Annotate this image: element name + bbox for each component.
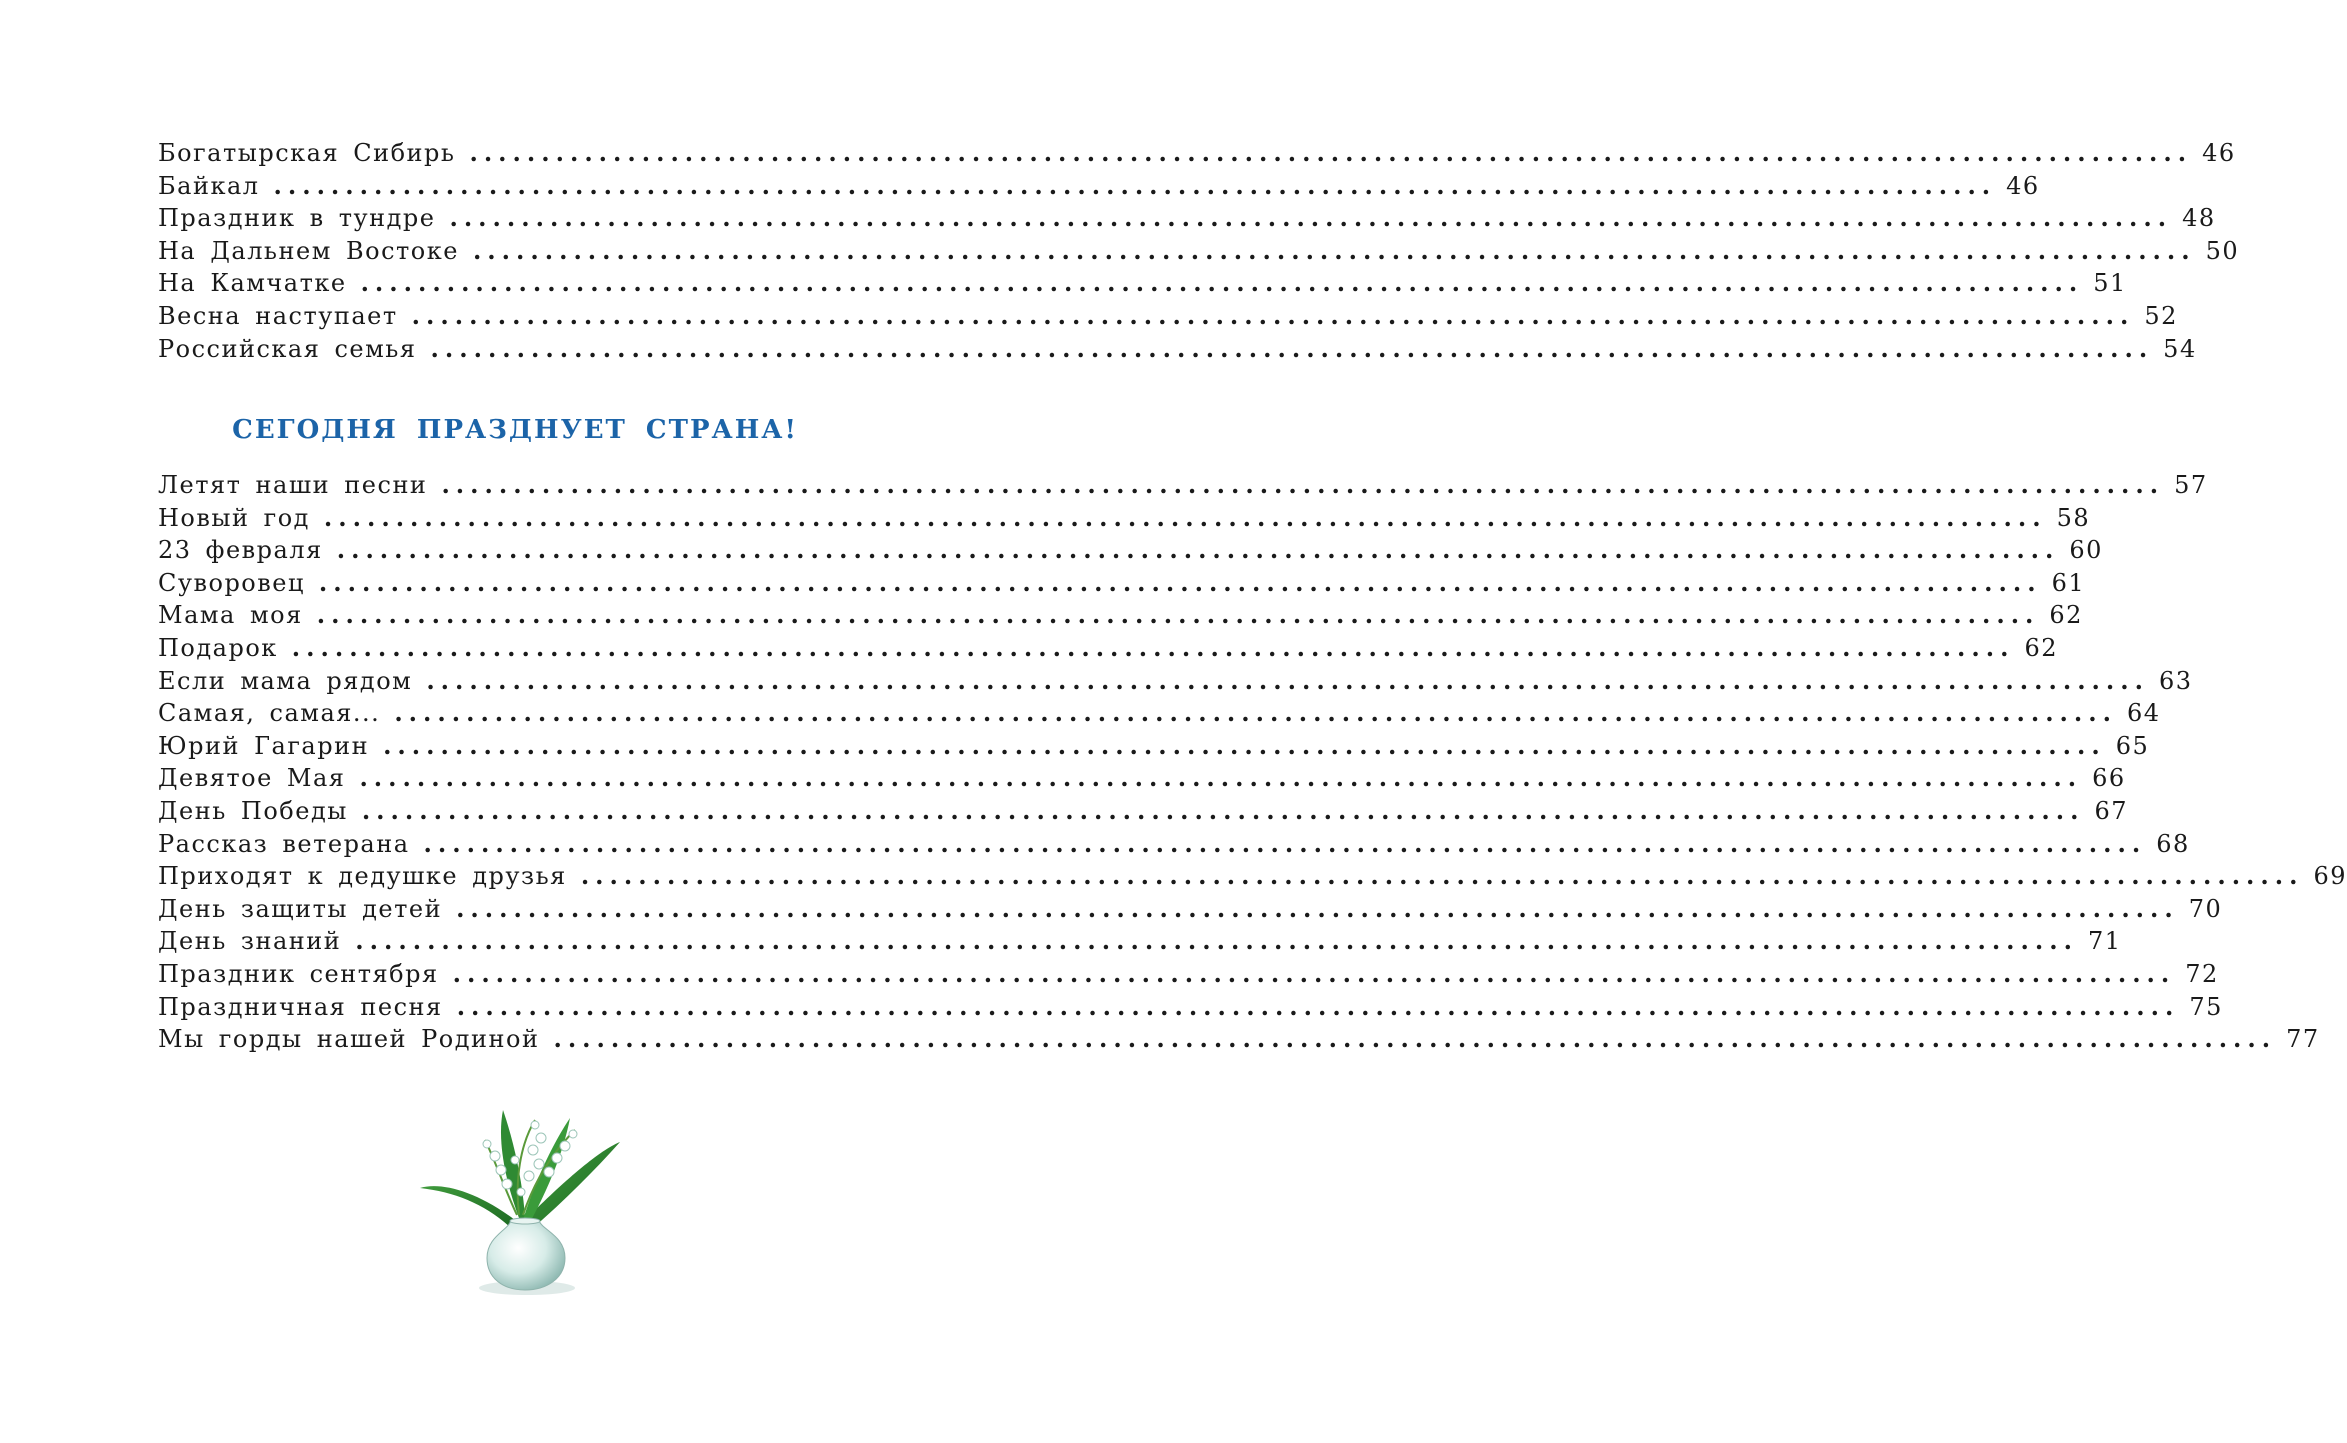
toc-list-part-1 xyxy=(158,138,2240,366)
toc-entry-title: Мама моя xyxy=(158,601,303,630)
toc-entry-page-number: 75 xyxy=(2189,992,2223,1021)
toc-entry xyxy=(158,600,2083,633)
toc-entry-title: День знаний xyxy=(158,927,342,956)
toc-entry-title: Самая, самая... xyxy=(158,699,381,728)
toc-entry xyxy=(158,698,2161,731)
toc-dot-leader: ........................................................................................................................ xyxy=(411,300,2135,330)
toc-entry-title: День Победы xyxy=(158,796,348,825)
toc-entry xyxy=(158,763,2126,796)
toc-entry xyxy=(158,1024,2320,1057)
toc-entry-title: День защиты детей xyxy=(158,894,443,923)
toc-entry-title: Если мама рядом xyxy=(158,666,413,695)
toc-entry-page-number: 69 xyxy=(2313,862,2347,891)
toc-entry-title: Праздничная песня xyxy=(158,992,443,1021)
toc-entry-page-number: 46 xyxy=(2006,171,2040,200)
toc-entry-title: Суворовец xyxy=(158,568,305,597)
toc-entry-title: Новый год xyxy=(158,503,310,532)
toc-entry-title: Рассказ ветерана xyxy=(158,829,410,858)
toc-entry-page-number: 58 xyxy=(2056,503,2091,532)
toc-entry-title: Богатырская Сибирь xyxy=(158,139,456,167)
toc-entry-title: Мы горды нашей Родиной xyxy=(158,1025,540,1054)
toc-entry xyxy=(158,502,2091,536)
toc-dot-leader: ........................................................................................................................ xyxy=(273,170,1997,200)
toc-entry xyxy=(158,632,2058,666)
toc-entry xyxy=(158,170,2040,204)
toc-entry-page-number: 57 xyxy=(2174,471,2208,499)
toc-entry-page-number: 50 xyxy=(2205,236,2240,265)
toc-entry-page-number: 77 xyxy=(2286,1025,2320,1054)
toc-entry-page-number: 63 xyxy=(2158,666,2193,695)
toc-entry-page-number: 66 xyxy=(2092,764,2126,793)
toc-entry-title: 23 февраля xyxy=(158,536,323,565)
toc-dot-leader: ........................................................................................................................ xyxy=(394,698,2117,728)
toc-entry-title: Летят наши песни xyxy=(158,471,428,499)
toc-entry-page-number: 71 xyxy=(2087,927,2122,956)
toc-entry-title: Юрий Гагарин xyxy=(158,731,370,760)
toc-entry xyxy=(158,795,2129,829)
toc-entry xyxy=(158,665,2193,699)
toc-dot-leader: ........................................................................................................................ xyxy=(430,333,2154,363)
toc-dot-leader: ........................................................................................................................ xyxy=(456,991,2180,1021)
toc-entry-title: На Дальнем Востоке xyxy=(158,236,459,265)
toc-entry-page-number: 46 xyxy=(2202,139,2236,167)
toc-dot-leader: ........................................................................................................................ xyxy=(336,535,2060,565)
toc-dot-leader: ........................................................................................................................ xyxy=(359,763,2083,793)
toc-entry xyxy=(158,958,2219,992)
toc-entry-title: Приходят к дедушке друзья xyxy=(158,862,567,891)
toc-entry xyxy=(158,138,2236,171)
toc-entry-page-number: 65 xyxy=(2115,731,2150,760)
toc-dot-leader: ........................................................................................................................ xyxy=(316,600,2040,630)
toc-dot-leader: ........................................................................................................................ xyxy=(423,828,2147,858)
toc-entry-page-number: 68 xyxy=(2156,829,2190,858)
toc-entry xyxy=(158,828,2190,862)
toc-entry-page-number: 61 xyxy=(2051,568,2086,597)
toc-entry-page-number: 62 xyxy=(2024,633,2058,662)
toc-dot-leader: ........................................................................................................................ xyxy=(323,502,2047,532)
toc-entry xyxy=(158,470,2208,503)
toc-dot-leader: ........................................................................................................................ xyxy=(426,665,2149,695)
toc-entry-title: Российская семья xyxy=(158,334,417,363)
toc-dot-leader: ........................................................................................................................ xyxy=(291,632,2015,662)
toc-entry-page-number: 51 xyxy=(2093,269,2127,298)
toc-entry xyxy=(158,268,2127,301)
toc-entry xyxy=(158,535,2103,568)
toc-dot-leader: ........................................................................................................................ xyxy=(456,893,2179,923)
toc-entry-title: Байкал xyxy=(158,171,260,200)
toc-dot-leader: ........................................................................................................................ xyxy=(361,795,2085,825)
toc-entry xyxy=(158,991,2223,1025)
toc-dot-leader: ........................................................................................................................ xyxy=(360,268,2084,298)
toc-dot-leader: ........................................................................................................................ xyxy=(553,1024,2277,1054)
toc-entry xyxy=(158,300,2178,334)
toc-entry-title: Девятое Мая xyxy=(158,764,346,793)
toc-entry-title: Праздник сентября xyxy=(158,959,439,988)
toc-entry-title: На Камчатке xyxy=(158,269,347,298)
toc-dot-leader: ........................................................................................................................ xyxy=(355,926,2078,956)
section-heading: СЕГОДНЯ ПРАЗДНУЕТ СТРАНА! xyxy=(232,415,798,445)
toc-entry xyxy=(158,333,2197,367)
toc-entry-page-number: 64 xyxy=(2126,699,2161,728)
toc-dot-leader: ........................................................................................................................ xyxy=(449,203,2173,233)
toc-entry-page-number: 48 xyxy=(2182,204,2216,233)
toc-dot-leader: ........................................................................................................................ xyxy=(580,861,2304,891)
toc-entry xyxy=(158,861,2347,894)
toc-entry-title: Весна наступает xyxy=(158,301,398,330)
toc-entry-page-number: 62 xyxy=(2049,601,2083,630)
lily-of-the-valley-vase-icon xyxy=(415,1100,625,1300)
toc-dot-leader: ........................................................................................................................ xyxy=(472,235,2196,265)
toc-list-part-2 xyxy=(158,470,2347,1057)
toc-dot-leader: ........................................................................................................................ xyxy=(452,958,2176,988)
toc-entry xyxy=(158,203,2216,236)
toc-entry-page-number: 60 xyxy=(2069,536,2103,565)
toc-entry xyxy=(158,235,2240,269)
toc-dot-leader: ........................................................................................................................ xyxy=(383,730,2106,760)
toc-entry-page-number: 52 xyxy=(2144,301,2178,330)
toc-entry xyxy=(158,926,2122,959)
toc-dot-leader: ........................................................................................................................ xyxy=(441,470,2165,499)
toc-entry-page-number: 54 xyxy=(2163,334,2197,363)
toc-entry xyxy=(158,730,2150,764)
toc-dot-leader: ........................................................................................................................ xyxy=(318,567,2042,597)
toc-entry-page-number: 72 xyxy=(2185,959,2219,988)
toc-entry-title: Праздник в тундре xyxy=(158,204,436,233)
toc-entry-page-number: 67 xyxy=(2094,796,2129,825)
toc-entry xyxy=(158,567,2086,601)
toc-entry xyxy=(158,893,2223,927)
toc-dot-leader: ........................................................................................................................ xyxy=(469,138,2193,167)
toc-entry-page-number: 70 xyxy=(2188,894,2223,923)
toc-entry-title: Подарок xyxy=(158,633,278,662)
